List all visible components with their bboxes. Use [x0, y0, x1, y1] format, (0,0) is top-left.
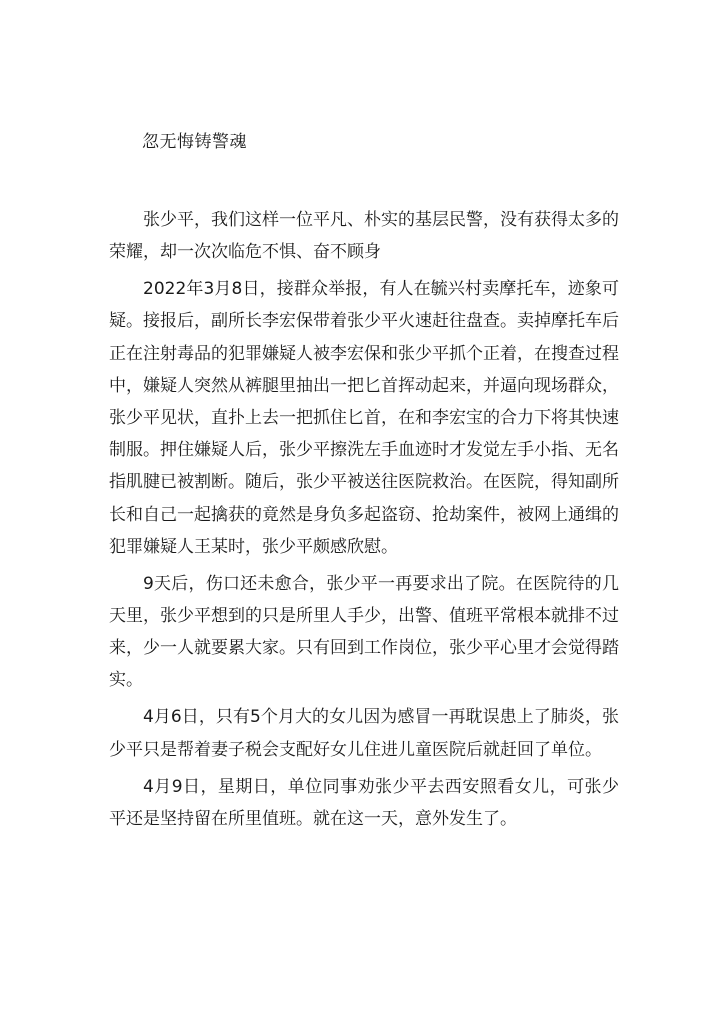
document-title: 忽无悔铸警魂	[142, 132, 247, 152]
paragraph: 9天后，伤口还未愈合，张少平一再要求出了院。在医院待的几天里，张少平想到的只是所里人手少，出警、值班平常根本就排不过来，少一人就要累大家。只有回到工作岗位，张少平心里才会觉得踏实。	[109, 573, 619, 691]
paragraph: 2022年3月8日，接群众举报，有人在毓兴村卖摩托车，迹象可疑。接报后，副所长李宏保带着张少平火速赶往盘查。卖掉摩托车后正在注射毒品的犯罪嫌疑人被李宏保和张少平抓个正着，在搜查过程中，嫌疑人突然从裤腿里抽出一把匕首挥动起来，并逼向现场群众，张少平见状，直扑上去一把抓住匕首，在和李宏宝的合力下将其快速制服。押住嫌疑人后，张少平擦洗左手血迹时才发觉左手小指、无名指肌腱已被割断。随后，张少平被送往医院救治。在医院，得知副所长和自己一起擒获的竟然是身负多起盗窃、抢劫案件，被网上通缉的犯罪嫌疑人王某时，张少平颇感欣慰。	[109, 279, 619, 557]
paragraph: 4月6日，只有5个月大的女儿因为感冒一再耽误患上了肺炎，张少平只是帮着妻子税会支配好女儿住进儿童医院后就赶回了单位。	[109, 707, 619, 760]
paragraph: 张少平，我们这样一位平凡、朴实的基层民警，没有获得太多的荣耀，却一次次临危不惧、奋不顾身	[109, 210, 619, 263]
paragraph: 4月9日，星期日，单位同事劝张少平去西安照看女儿，可张少平还是坚持留在所里值班。就在这一天，意外发生了。	[109, 776, 619, 829]
document-body	[109, 204, 619, 840]
